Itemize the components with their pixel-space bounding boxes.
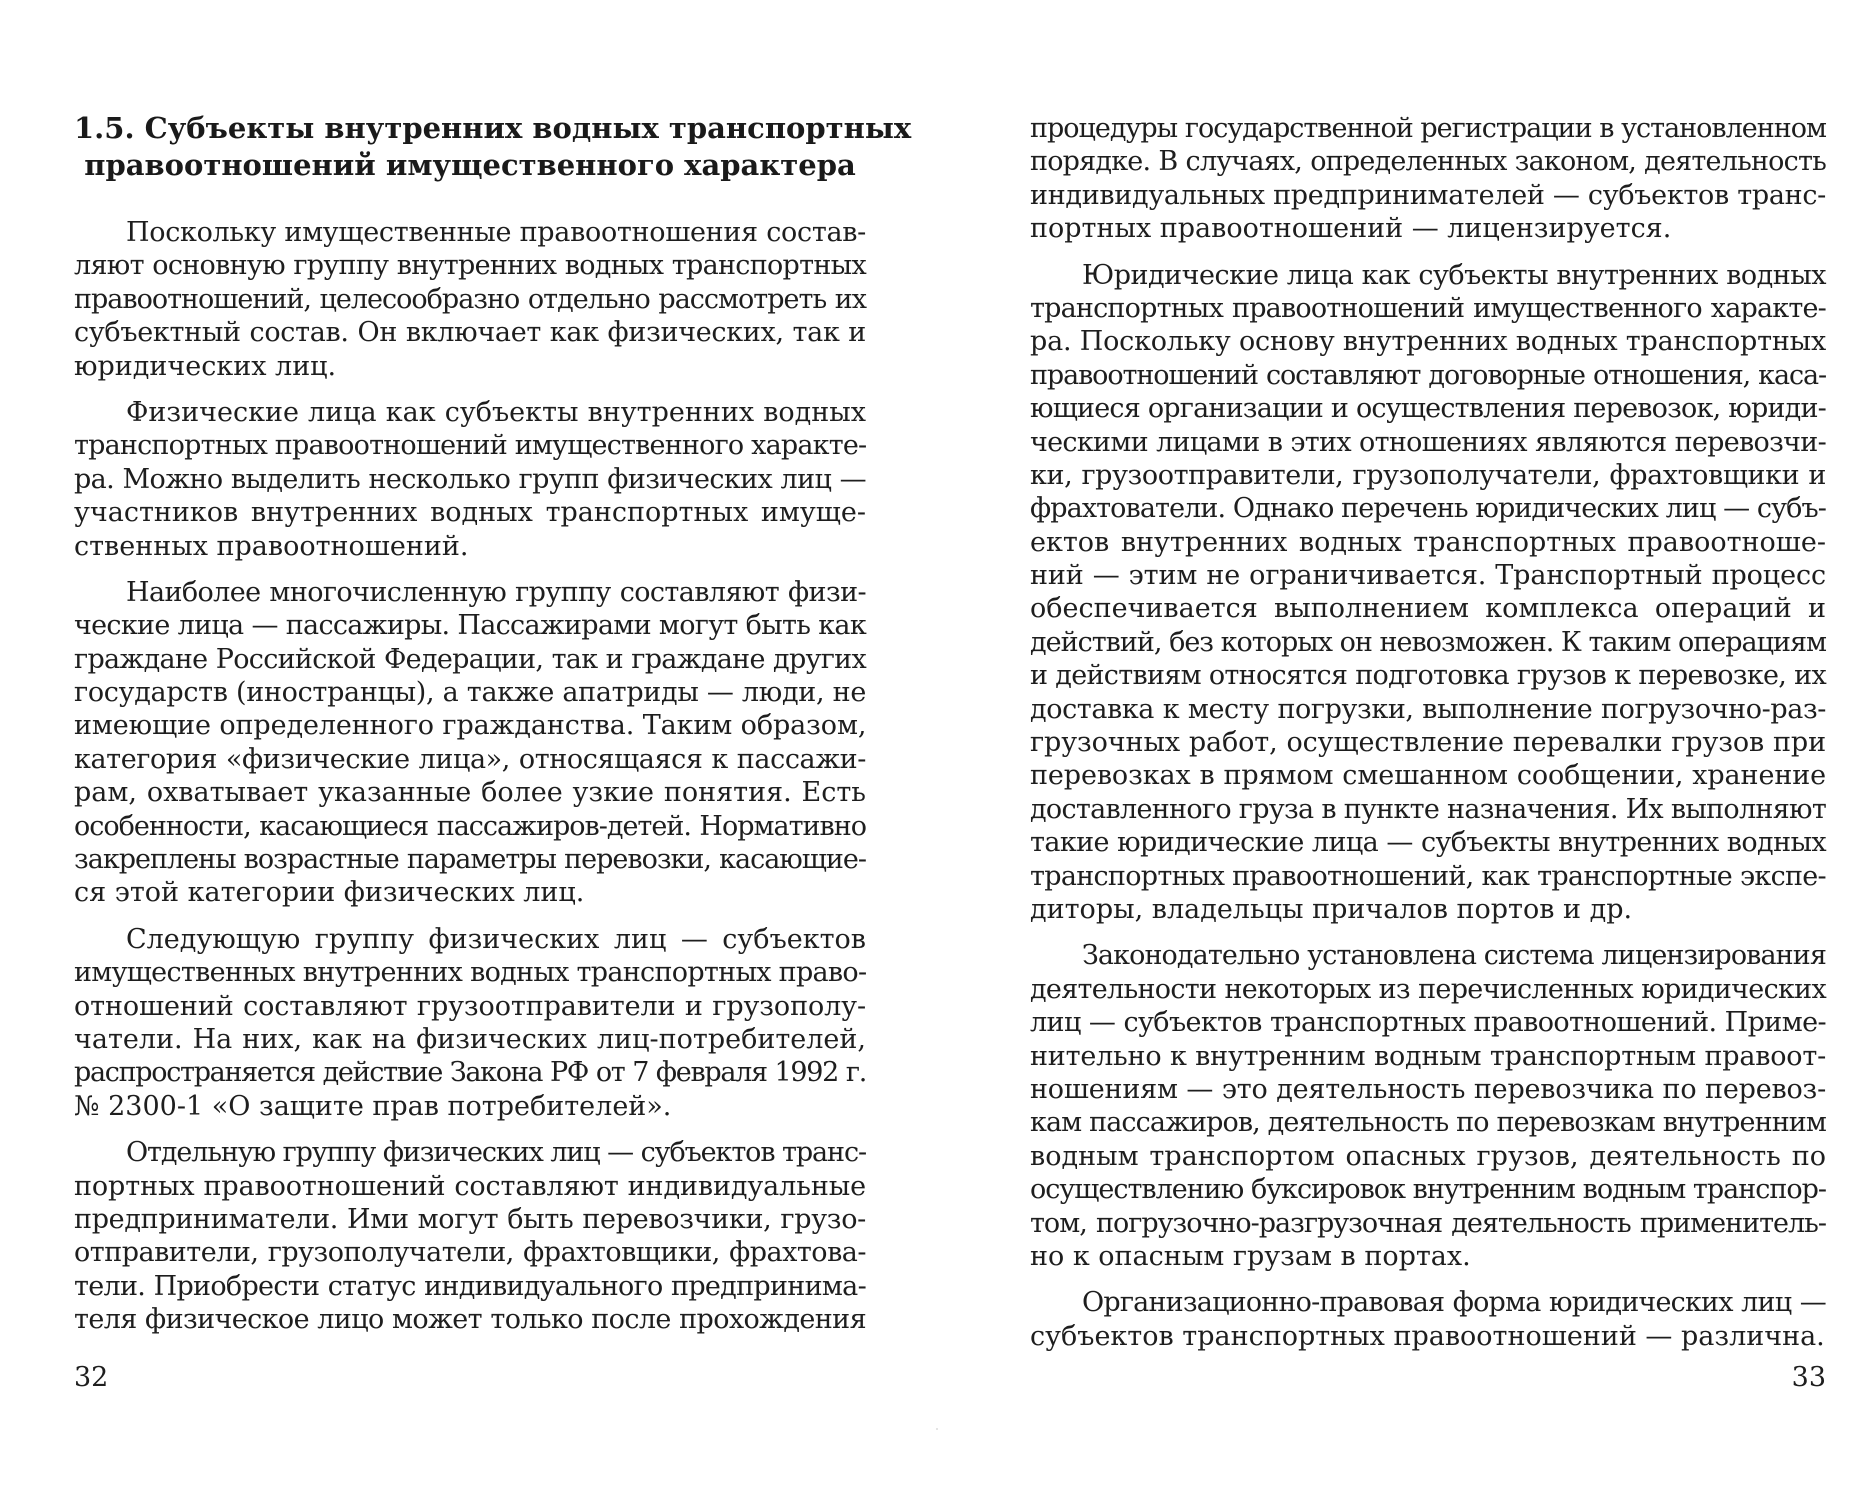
text-line: доставка к месту погрузки, выполнение погрузочно-раз- [1030,693,1826,725]
text-line: ственных правоотношений. [74,530,469,562]
paragraph [74,923,866,1123]
text-line: № 2300-1 «О защите прав потребителей». [74,1090,672,1122]
page-number: 33 [1791,1362,1826,1393]
text-line: индивидуальных предпринимателей — субъектов транс- [1030,179,1826,211]
text-line: водным транспортом опасных грузов, деятельность по [1030,1140,1826,1172]
text-line: правоотношений, целесообразно отдельно рассмотреть их [74,283,866,315]
text-line: ношениям — это деятельность перевозчика по перевоз- [1030,1073,1826,1105]
page-number: 32 [74,1362,109,1393]
paragraph [74,576,866,910]
text-line: участников внутренних водных транспортных имуще- [74,497,866,529]
text-line: нительно к внутренним водным транспортным правоот- [1030,1040,1826,1072]
paragraph [74,216,866,383]
paragraph [1030,939,1826,1273]
paragraph [74,1136,866,1336]
text-line: Отдельную группу физических лиц — субъектов транс- [126,1137,866,1169]
text-line: кам пассажиров, деятельность по перевозкам внутренним [1030,1107,1826,1139]
gutter-mark [936,1428,938,1430]
paragraph [1030,259,1826,927]
text-line: чатели. На них, как на физических лиц-потребителей, [74,1023,866,1055]
paragraph [1030,112,1826,246]
text-line: рам, охватывает указанные более узкие понятия. Есть [74,777,866,809]
text-line: отношений составляют грузоотправители и грузополу- [74,990,866,1022]
text-line: закреплены возрастные параметры перевозки, касающие- [74,844,866,876]
text-line: перевозках в прямом смешанном сообщении, хранение [1030,760,1826,792]
text-line: распространяется действие Закона РФ от 7 февраля 1992 г. [74,1057,866,1089]
text-line: правоотношений составляют договорные отношения, каса- [1030,359,1826,391]
text-line: отправители, грузополучатели, фрахтовщики, фрахтова- [74,1237,866,1269]
text-line: транспортных правоотношений имущественного характе- [1030,292,1826,324]
text-line: Законодательно установлена система лицензирования [1082,940,1826,972]
text-line: юридических лиц. [74,350,337,382]
text-line: ектов внутренних водных транспортных правоотноше- [1030,526,1826,558]
text-line: ра. Можно выделить несколько групп физических лиц — [74,463,866,495]
text-line: ний — этим не ограничивается. Транспортный процесс [1030,560,1826,592]
text-line: теля физическое лицо может только после прохождения [74,1304,866,1336]
text-line: лиц — субъектов транспортных правоотношений. Приме- [1030,1007,1826,1039]
text-line: ческими лицами в этих отношениях являются перевозчи- [1030,426,1826,458]
text-line: ющиеся организации и осуществления перевозок, юриди- [1030,393,1826,425]
text-line: транспортных правоотношений, как транспортные экспе- [1030,860,1826,892]
text-line: государств (иностранцы), а также апатриды — люди, не [74,677,866,709]
heading-line: 1.5. Субъекты внутренних водных транспортных [74,111,912,145]
text-line: ческие лица — пассажиры. Пассажирами могут быть как [74,610,866,642]
text-line: доставленного груза в пункте назначения. Их выполняют [1030,793,1827,825]
text-line: том, погрузочно-разгрузочная деятельность применитель- [1030,1207,1826,1239]
text-line: имущественных внутренних водных транспортных право- [74,957,867,989]
text-line: граждане Российской Федерации, так и граждане других [74,643,866,675]
text-line: диторы, владельцы причалов портов и др. [1030,893,1633,925]
text-line: Физические лица как субъекты внутренних водных [126,396,866,428]
text-line: транспортных правоотношений имущественного характе- [74,430,867,462]
text-line: деятельности некоторых из перечисленных юридических [1030,973,1826,1005]
text-line: портных правоотношений — лицензируется. [1030,213,1672,245]
section-heading [74,110,912,184]
text-line: и действиям относятся подготовка грузов к перевозке, их [1030,660,1826,692]
text-line: субъектов транспортных правоотношений — различна. [1030,1320,1825,1352]
text-line: субъектный состав. Он включает как физических, так и [74,317,866,349]
heading-line: правоотношений имущественного характера [84,148,856,182]
text-line: особенности, касающиеся пассажиров-детей. Нормативно [74,810,866,842]
text-line: ра. Поскольку основу внутренних водных транспортных [1030,326,1826,358]
text-line: осуществлению буксировок внутренним водным транспор- [1030,1174,1826,1206]
text-line: Следующую группу физических лиц — субъектов [126,923,866,955]
text-line: процедуры государственной регистрации в установленном [1030,113,1826,144]
paragraph [74,396,866,563]
text-line: ки, грузоотправители, грузополучатели, фрахтовщики и [1030,459,1826,491]
text-line: тели. Приобрести статус индивидуального предпринима- [74,1270,866,1302]
text-line: но к опасным грузам в портах. [1030,1240,1471,1272]
text-line: обеспечивается выполнением комплекса операций и [1030,593,1826,625]
text-line: грузочных работ, осуществление перевалки грузов при [1030,727,1826,759]
text-line: категория «физические лица», относящаяся к пассажи- [74,743,866,775]
text-line: такие юридические лица — субъекты внутренних водных [1030,827,1826,859]
text-line: Юридические лица как субъекты внутренних водных [1082,259,1826,291]
text-line: имеющие определенного гражданства. Таким образом, [74,710,867,742]
left-page-body [74,216,866,1350]
text-line: Наиболее многочисленную группу составляют физи- [126,576,866,608]
right-page-body [1030,112,1826,1366]
text-line: фрахтователи. Однако перечень юридических лиц — субъ- [1030,493,1826,525]
text-line: действий, без которых он невозможен. К таким операциям [1030,626,1826,658]
text-line: Поскольку имущественные правоотношения состав- [126,217,866,248]
text-line: портных правоотношений составляют индивидуальные [74,1170,866,1202]
paragraph [1030,1286,1826,1353]
text-line: предприниматели. Ими могут быть перевозчики, грузо- [74,1203,866,1235]
text-line: ляют основную группу внутренних водных транспортных [74,250,866,282]
text-line: Организационно-правовая форма юридических лиц — [1082,1287,1826,1319]
text-line: ся этой категории физических лиц. [74,877,585,909]
text-line: порядке. В случаях, определенных законом, деятельность [1030,146,1826,178]
